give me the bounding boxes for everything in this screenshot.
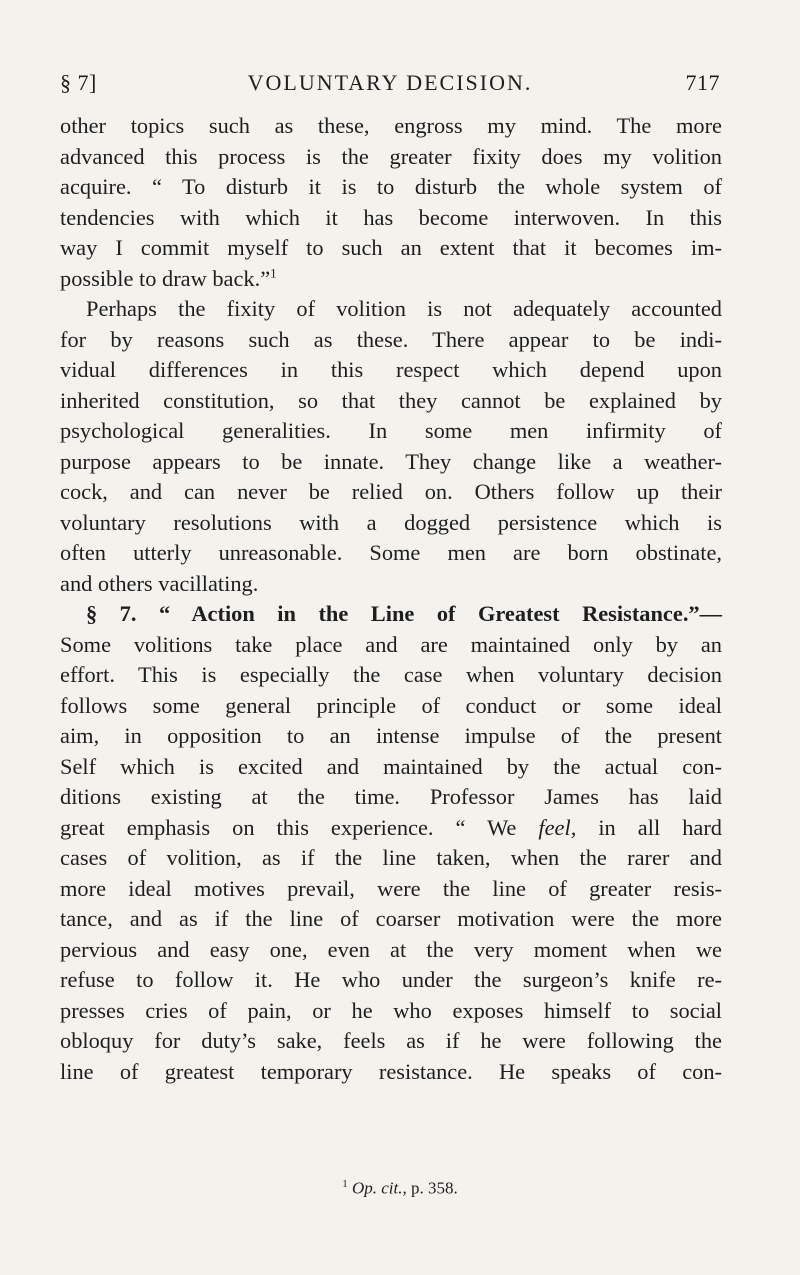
footnote-page: p. 358.: [406, 1178, 458, 1198]
text-line: refuse to follow it. He who under the surgeon’s knife re-: [60, 967, 722, 992]
text-line: inherited constitution, so that they cannot be explained by: [60, 387, 722, 413]
footnote: [0, 1178, 800, 1199]
text-line: and others vacillating.: [60, 570, 259, 596]
text-line: presses cries of pain, or he who exposes himself to social: [60, 997, 722, 1023]
text-line: for by reasons such as these. There appear to be indi-: [60, 326, 722, 352]
text-line: line of greatest temporary resistance. He speaks of con-: [60, 1058, 722, 1084]
text-line: acquire. “ To disturb it is to disturb the whole system of: [60, 174, 722, 199]
chapter-title: VOLUNTARY DECISION.: [247, 70, 533, 95]
footnote-number: 1: [342, 1178, 348, 1190]
text-line: cases of volition, as if the line taken, when the rarer and: [60, 845, 722, 870]
text-line: obloquy for duty’s sake, feels as if he were following the: [60, 1028, 722, 1053]
text-line: voluntary resolutions with a dogged persistence which is: [60, 509, 722, 535]
text-line: other topics such as these, engross my mind. The more: [60, 113, 722, 138]
text-line: effort. This is especially the case when voluntary decision: [60, 662, 722, 687]
text-line: Self which is excited and maintained by the actual con-: [60, 753, 722, 779]
footnote-reference: 1: [270, 265, 277, 281]
body-text: [60, 111, 722, 1087]
text-line: Some volitions take place and are maintained only by an: [60, 631, 722, 657]
text-line: [60, 813, 722, 844]
text-line: vidual differences in this respect which depend upon: [60, 357, 722, 382]
text-line: [60, 264, 722, 295]
text-line: follows some general principle of conduct or some ideal: [60, 692, 722, 718]
quote-end: possible to draw back.”: [60, 265, 271, 291]
text-line: tendencies with which it has become interwoven. In this: [60, 204, 722, 230]
text-line: aim, in opposition to an intense impulse of the present: [60, 723, 722, 748]
section-heading: § 7. “ Action in the Line of Greatest Resistance.”—: [86, 601, 722, 626]
text-line: way I commit myself to such an extent that it becomes im-: [60, 235, 722, 260]
text-line: purpose appears to be innate. They change like a weather-: [60, 448, 722, 474]
running-head: [60, 70, 720, 106]
footnote-source: Op. cit.,: [351, 1178, 407, 1198]
line-end: in all hard: [576, 814, 722, 840]
text-line: advanced this process is the greater fixity does my volition: [60, 143, 722, 169]
page-number: 717: [685, 70, 720, 95]
text-line: more ideal motives prevail, were the line of greater resis-: [60, 875, 722, 901]
text-line: Perhaps the fixity of volition is not adequately accounted: [86, 296, 722, 321]
text-line: often utterly unreasonable. Some men are born obstinate,: [60, 540, 722, 565]
text-line: ditions existing at the time. Professor James has laid: [60, 784, 722, 809]
text-line: cock, and can never be relied on. Others follow up their: [60, 479, 722, 504]
text-line: pervious and easy one, even at the very moment when we: [60, 936, 722, 962]
line-start: great emphasis on this experience. “ We: [60, 814, 517, 840]
section-marker: § 7]: [60, 70, 97, 95]
text-line: psychological generalities. In some men infirmity of: [60, 418, 722, 443]
text-line: tance, and as if the line of coarser motivation were the more: [60, 906, 722, 931]
italic-word: feel,: [538, 814, 577, 840]
